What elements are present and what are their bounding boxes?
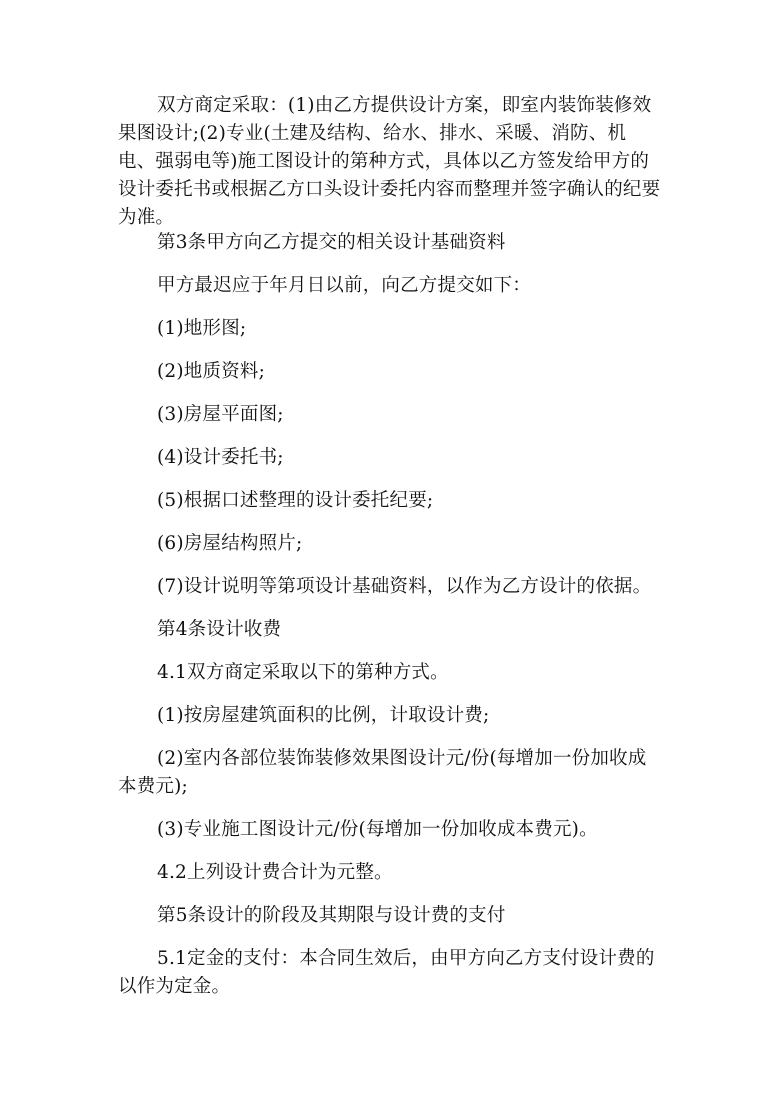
clause-4-2: 4.2上列设计费合计为元整。 xyxy=(157,862,393,883)
paragraph-submission-deadline: 甲方最迟应于年月日以前，向乙方提交如下： xyxy=(157,275,532,296)
heading-article-5: 第5条设计的阶段及其期限与设计费的支付 xyxy=(157,905,506,926)
clause-5-1: 5.1定金的支付：本合同生效后，由甲方向乙方支付设计费的以作为定金。 xyxy=(118,948,655,997)
list-item-structure-photos: (6)房屋结构照片; xyxy=(157,533,303,554)
clause-4-1: 4.1双方商定采取以下的第种方式。 xyxy=(157,662,449,683)
list-item-geological-data: (2)地质资料; xyxy=(157,361,266,382)
list-item-floor-plan: (3)房屋平面图; xyxy=(157,404,284,425)
heading-article-4: 第4条设计收费 xyxy=(157,619,282,640)
list-item-rendering-fee: (2)室内各部位装饰装修效果图设计元/份(每增加一份加收成本费元); xyxy=(118,748,647,797)
paragraph-design-method: 双方商定采取：(1)由乙方提供设计方案，即室内装饰装修效果图设计;(2)专业(土建及结构、给水、排水、采暖、消防、机电、强弱电等)施工图设计的第种方式，具体以乙方签发给甲方的设计委托书或根据乙方口头设计委托内容而整理并签字确认的纪要为准。 xyxy=(118,95,661,228)
list-item-design-description: (7)设计说明等第项设计基础资料，以作为乙方设计的依据。 xyxy=(157,576,652,597)
list-item-construction-drawing-fee: (3)专业施工图设计元/份(每增加一份加收成本费元)。 xyxy=(157,819,598,840)
list-item-oral-minutes: (5)根据口述整理的设计委托纪要; xyxy=(157,490,434,511)
list-item-area-fee: (1)按房屋建筑面积的比例，计取设计费; xyxy=(157,705,490,726)
list-item-topographic-map: (1)地形图; xyxy=(157,318,247,339)
list-item-design-commission: (4)设计委托书; xyxy=(157,447,284,468)
heading-article-3: 第3条甲方向乙方提交的相关设计基础资料 xyxy=(157,232,506,253)
